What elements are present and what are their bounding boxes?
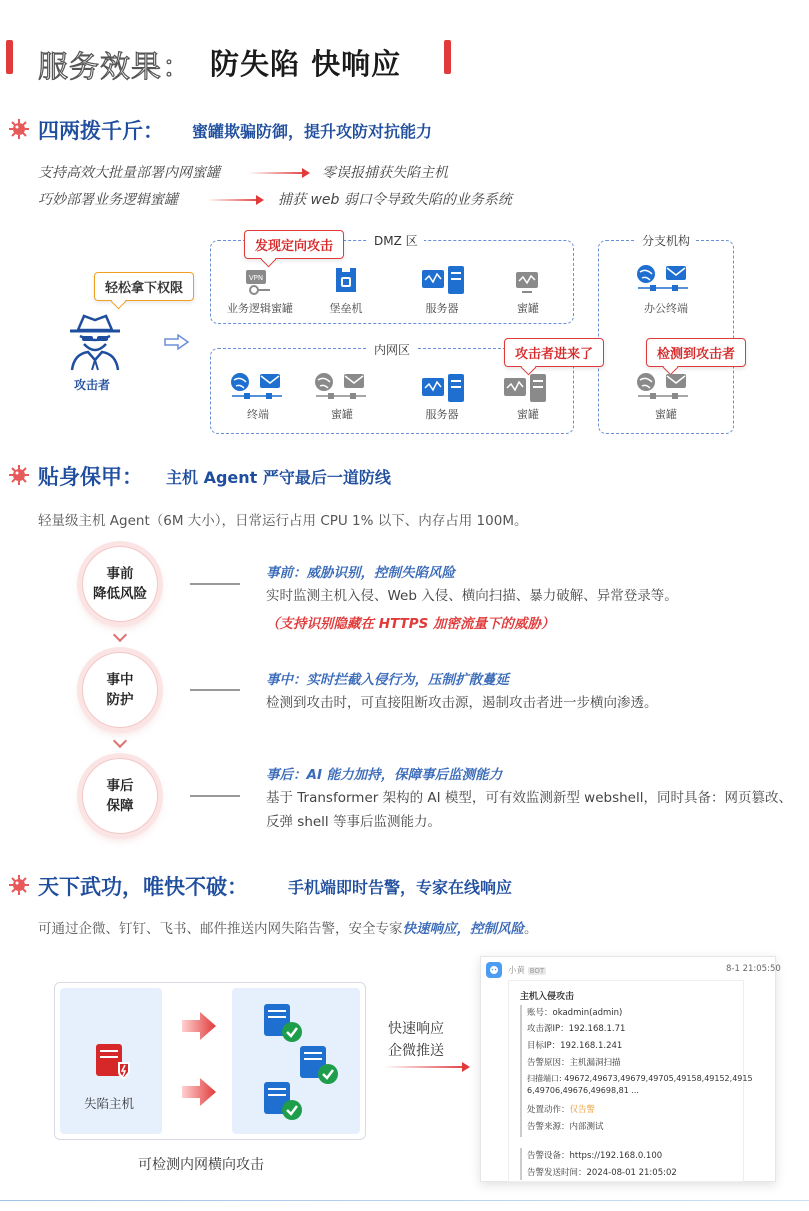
chevron-down-icon xyxy=(113,628,127,642)
discover-attack-tag: 发现定向攻击 xyxy=(244,230,344,259)
section-subtitle-alert: 手机端即时告警，专家在线响应 xyxy=(288,878,513,897)
step-circle-before: 事前 降低风险 xyxy=(82,546,158,622)
attacker-label: 攻击者 xyxy=(74,378,111,392)
node-label: 办公终端 xyxy=(644,302,688,315)
step-heading: 事前：威胁识别，控制失陷风险 xyxy=(266,565,455,581)
bot-avatar-icon xyxy=(486,962,502,978)
page-title: 防失陷 快响应 xyxy=(210,47,402,81)
divider xyxy=(520,1148,522,1180)
feature-text: 巧妙部署业务逻辑蜜罐 xyxy=(38,192,178,208)
alert-account: 账号：okadmin(admin) xyxy=(527,1008,623,1018)
panel-caption: 可检测内网横向攻击 xyxy=(138,1157,264,1173)
step-heading: 事中：实时拦截入侵行为，压制扩散蔓延 xyxy=(266,672,509,688)
alert-sent-time: 告警发送时间：2024-08-01 21:05:02 xyxy=(527,1168,677,1178)
compromised-host-icon xyxy=(94,1042,132,1082)
detected-attacker-tag: 检测到攻击者 xyxy=(646,338,746,367)
honeypot-terminal-icon xyxy=(314,372,368,400)
push-label: 企微推送 xyxy=(388,1043,444,1059)
virus-icon xyxy=(8,464,30,486)
alert-action: 处置动作：仅告警 xyxy=(527,1105,596,1115)
server-icon xyxy=(422,266,468,294)
alert-device: 告警设备：https://192.168.0.100 xyxy=(527,1151,663,1161)
alert-description: 可通过企微、钉钉、飞书、邮件推送内网失陷告警，安全专家快速响应，控制风险。 xyxy=(38,921,538,937)
alert-target-ip: 目标IP：192.168.1.241 xyxy=(527,1041,623,1051)
divider xyxy=(190,795,240,797)
bot-name: 小黄 BOT xyxy=(508,966,545,976)
honeypot-icon xyxy=(514,270,542,294)
virus-icon xyxy=(8,874,30,896)
arrow-right-icon xyxy=(164,334,190,350)
node-label: 服务器 xyxy=(425,408,459,421)
step-circle-after: 事后 保障 xyxy=(82,758,158,834)
attacker-in-tag: 攻击者进来了 xyxy=(504,338,604,367)
arrow xyxy=(384,1066,468,1068)
step-text: 检测到攻击时，可直接阻断攻击源，遏制攻击者进一步横向渗透。 xyxy=(266,695,658,711)
intranet-zone-label: 内网区 xyxy=(368,341,416,358)
office-terminal-icon xyxy=(636,264,690,292)
feature-text: 支持高效大批量部署内网蜜罐 xyxy=(38,165,220,181)
honeypot-server-icon xyxy=(504,374,550,402)
step-text: 基于 Transformer 架构的 AI 模型，可有效监测新型 webshell，同时具备：网页篡改、 xyxy=(266,790,792,806)
chevron-down-icon xyxy=(113,734,127,748)
alert-ports: 扫描端口: 49672,49673,49679,49705,49158,49152,4915 xyxy=(527,1074,753,1083)
node-label: 蜜罐 xyxy=(517,408,539,421)
node-label: 终端 xyxy=(247,408,269,421)
branch-zone-label: 分支机构 xyxy=(636,232,696,249)
arrow xyxy=(248,172,308,174)
footer-line xyxy=(0,1200,809,1201)
server-icon xyxy=(422,374,468,402)
node-label: 蜜罐 xyxy=(331,408,353,421)
step-heading: 事后：AI 能力加持，保障事后监测能力 xyxy=(266,767,503,783)
push-label: 快速响应 xyxy=(388,1021,444,1037)
alert-reason: 告警原因：主机漏洞扫描 xyxy=(527,1058,621,1068)
header-left-bar xyxy=(6,40,13,74)
protected-host-icon xyxy=(298,1044,340,1086)
section-subtitle-agent: 主机 Agent 严守最后一道防线 xyxy=(166,468,391,487)
protected-host-icon xyxy=(262,1080,304,1122)
alert-source-ip: 攻击源IP：192.168.1.71 xyxy=(527,1024,626,1034)
divider xyxy=(190,583,240,585)
step-text: 反弹 shell 等事后监测能力。 xyxy=(266,814,441,830)
honeypot-terminal-icon xyxy=(636,372,690,400)
svg-text:VPN: VPN xyxy=(248,274,264,282)
divider xyxy=(190,689,240,691)
terminal-icon xyxy=(230,372,284,400)
alert-title: 主机入侵攻击 xyxy=(520,992,575,1002)
vpn-honeypot-icon xyxy=(244,268,280,296)
easy-privilege-tag: 轻松拿下权限 xyxy=(94,272,194,301)
bastion-host-icon xyxy=(334,266,358,294)
feature-text: 零误报捕获失陷主机 xyxy=(322,165,448,181)
header-right-bar xyxy=(444,40,451,74)
red-arrow-icon xyxy=(182,1010,218,1042)
section-title-honeypot: 四两拨千斤： xyxy=(38,119,164,143)
header-label: 服务效果： xyxy=(38,50,193,85)
node-label: 堡垒机 xyxy=(329,302,363,315)
section-title-alert: 天下武功，唯快不破： xyxy=(38,875,248,899)
host-label: 失陷主机 xyxy=(84,1096,135,1111)
step-note: （支持识别隐藏在 HTTPS 加密流量下的威胁） xyxy=(266,616,555,632)
protected-host-icon xyxy=(262,1002,304,1044)
step-text: 实时监测主机入侵、Web 入侵、横向扫描、暴力破解、异常登录等。 xyxy=(266,588,678,604)
node-label: 服务器 xyxy=(425,302,459,315)
section-subtitle-honeypot: 蜜罐欺骗防御，提升攻防对抗能力 xyxy=(192,122,433,141)
dmz-zone-label: DMZ 区 xyxy=(368,232,424,249)
red-arrow-icon xyxy=(182,1076,218,1108)
section-title-agent: 贴身保甲： xyxy=(38,465,143,489)
divider xyxy=(520,1073,522,1137)
virus-icon xyxy=(8,118,30,140)
arrow xyxy=(206,199,262,201)
step-circle-during: 事中 防护 xyxy=(82,652,158,728)
node-label: 业务逻辑蜜罐 xyxy=(227,302,293,315)
agent-description: 轻量级主机 Agent（6M 大小），日常运行占用 CPU 1% 以下、内存占用 100M。 xyxy=(38,513,528,529)
divider xyxy=(520,1005,522,1073)
hacker-icon xyxy=(64,310,126,372)
feature-text: 捕获 web 弱口令导致失陷的业务系统 xyxy=(278,192,512,208)
alert-origin: 告警来源：内部测试 xyxy=(527,1122,604,1132)
node-label: 蜜罐 xyxy=(655,408,677,421)
alert-ports: 6,49706,49676,49698,81 ... xyxy=(527,1086,639,1095)
node-label: 蜜罐 xyxy=(517,302,539,315)
message-time: 8-1 21:05:50 xyxy=(726,964,781,974)
